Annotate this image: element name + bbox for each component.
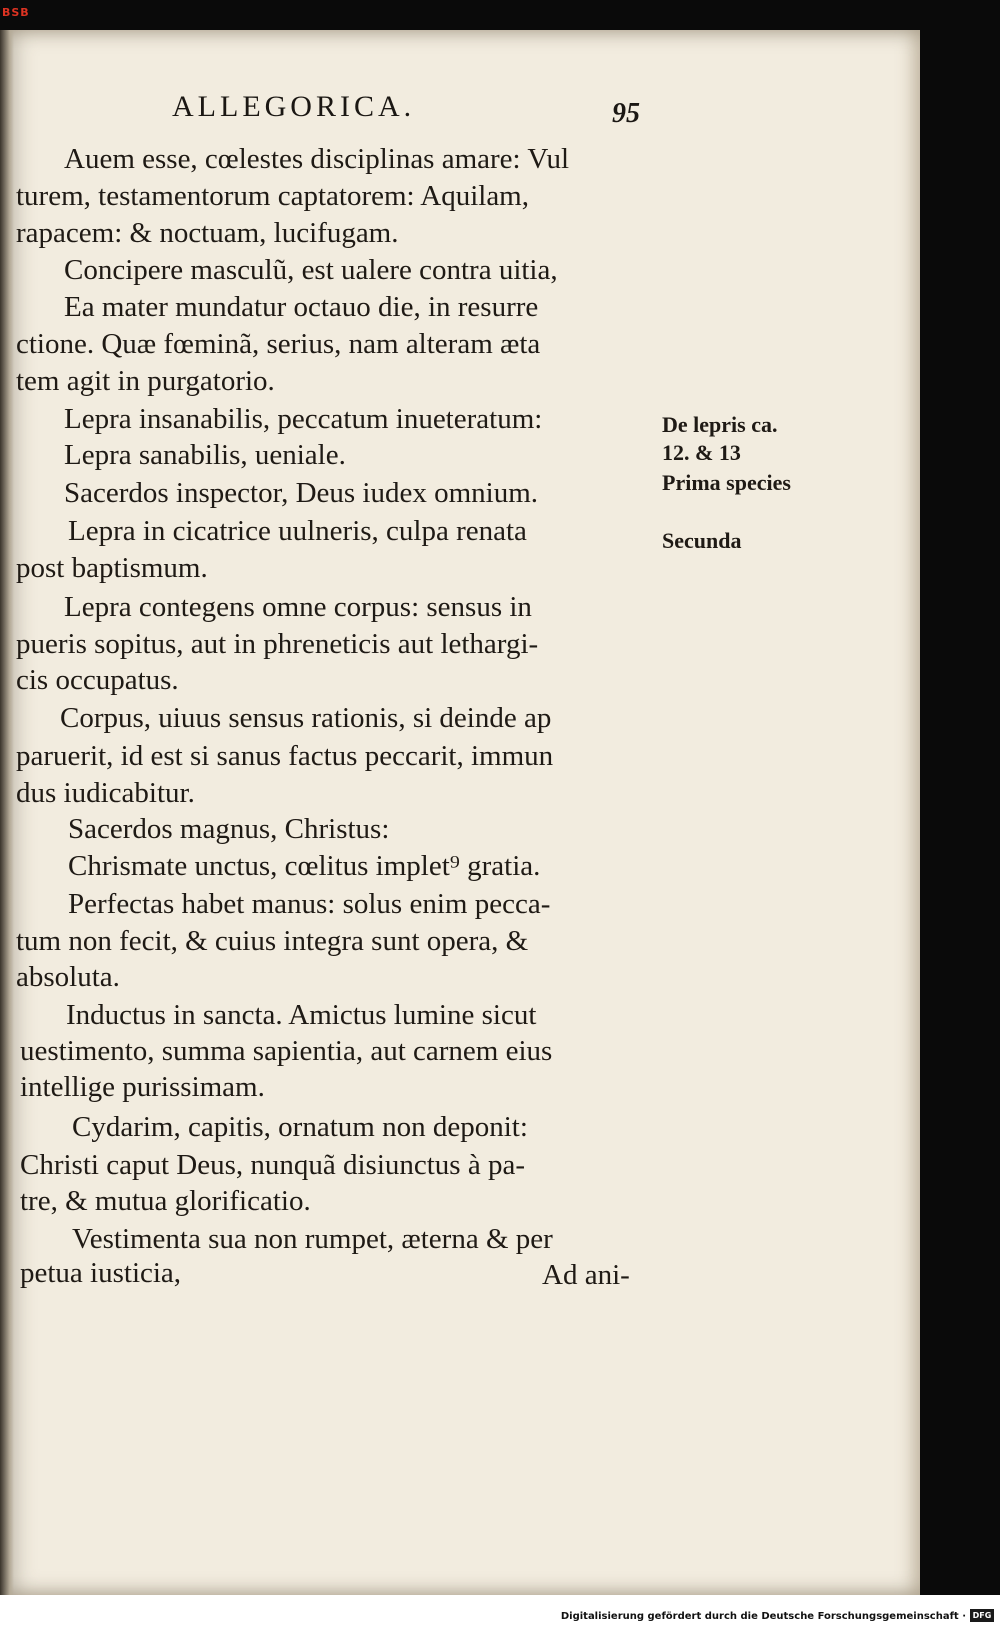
text-line: pueris sopitus, aut in phreneticis aut lethargi- [16,628,539,660]
text-line: Inductus in sancta. Amictus lumine sicut [66,999,537,1031]
text-line: Lepra sanabilis, ueniale. [64,439,346,471]
text-line: absoluta. [16,961,120,993]
page-gutter [0,30,14,1595]
text-line: Chrismate unctus, cœlitus implet⁹ gratia. [68,850,541,882]
footer-credit: Digitalisierung gefördert durch die Deutsche Forschungsgemeinschaft · [560,1611,966,1622]
text-line: tem agit in purgatorio. [16,365,275,397]
text-line: dus iudicabitur. [16,777,195,809]
text-line: tre, & mutua glorificatio. [20,1185,311,1217]
margin-note: 12. & 13 [662,440,741,465]
text-line: Cydarim, capitis, ornatum non deponit: [72,1111,528,1143]
text-line: cis occupatus. [16,664,179,696]
text-line: Christi caput Deus, nunquã disiunctus à pa- [20,1149,525,1181]
text-line: turem, testamentorum captatorem: Aquilam, [16,180,529,212]
text-line: Lepra in cicatrice uulneris, culpa renata [68,515,527,547]
text-line: tum non fecit, & cuius integra sunt opera, & [16,925,529,957]
text-line: Ea mater mundatur octauo die, in resurre [64,291,539,323]
catchword: Ad ani- [542,1259,630,1291]
running-head: ALLEGORICA. [172,90,416,123]
text-line: paruerit, id est si sanus factus peccarit, immun [16,740,554,772]
page-number: 95 [612,98,640,129]
margin-note: De lepris ca. [662,412,778,437]
text-line: Lepra contegens omne corpus: sensus in [64,591,532,623]
text-line: Sacerdos magnus, Christus: [68,813,390,845]
text-line: petua iusticia, [20,1257,182,1289]
text-line: Perfectas habet manus: solus enim pecca- [68,888,551,920]
text-line: Concipere masculũ, est ualere contra uitia, [64,254,558,286]
text-line: Lepra insanabilis, peccatum inueteratum: [64,403,543,435]
text-line: Corpus, uiuus sensus rationis, si deinde ap [60,702,552,734]
text-line: Vestimenta sua non rumpet, æterna & per [72,1223,553,1255]
text-line: uestimento, summa sapientia, aut carnem eius [20,1035,553,1067]
text-line: ctione. Quæ fœminã, serius, nam alteram æta [16,328,541,360]
text-line: Sacerdos inspector, Deus iudex omnium. [64,477,539,509]
margin-note: Secunda [662,528,742,553]
text-line: post baptismum. [16,552,208,584]
text-line: intellige purissimam. [20,1071,265,1103]
text-line: Auem esse, cœlestes disciplinas amare: Vul [64,143,570,175]
text-line: rapacem: & noctuam, lucifugam. [16,217,399,249]
library-logo: BSB [2,6,30,19]
margin-note: Prima species [662,470,791,495]
dfg-logo: DFG [970,1609,994,1622]
